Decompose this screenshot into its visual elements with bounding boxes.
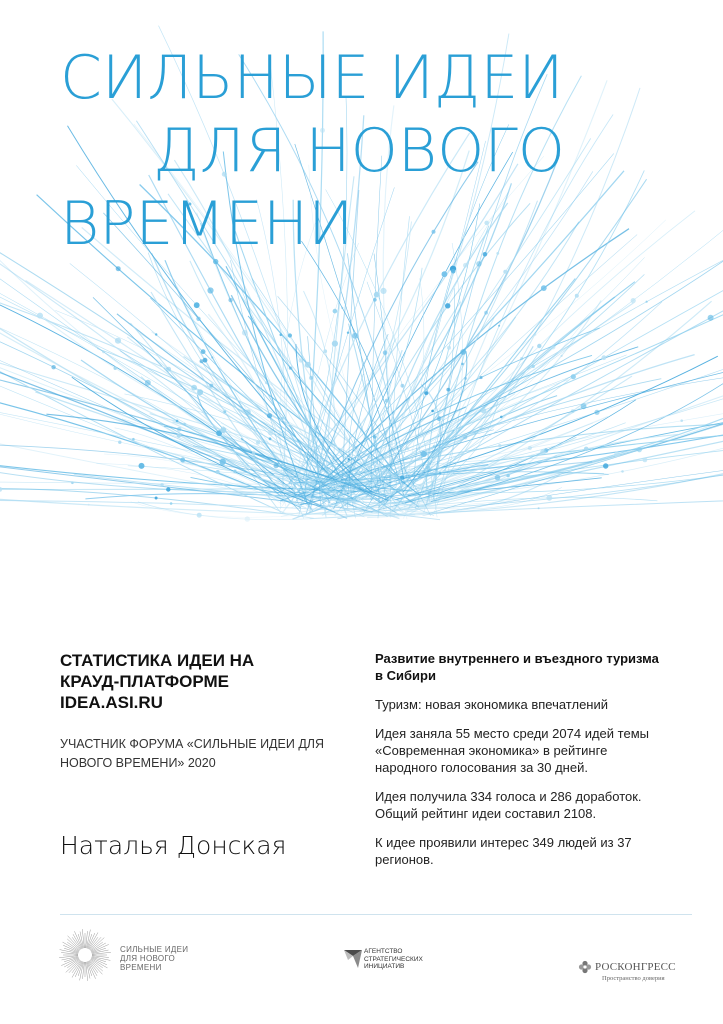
burst-line: [0, 287, 302, 499]
logo-ray: [59, 956, 78, 958]
burst-dot: [257, 295, 259, 297]
idea-topic: Туризм: новая экономика впечатлений: [375, 697, 608, 712]
paragraph-line: «Современная экономика» в рейтинге: [375, 743, 608, 758]
burst-dot: [534, 334, 536, 336]
burst-dot: [160, 483, 163, 486]
burst-dot: [176, 420, 179, 423]
roscongress-tagline: Пространство доверия: [602, 975, 665, 982]
idea-rank-paragraph: [375, 725, 695, 776]
roscongress-logo: [578, 960, 708, 996]
burst-dot: [594, 410, 599, 415]
forum-logo: [58, 928, 258, 978]
asi-logo-line: АГЕНТСТВО: [364, 948, 403, 955]
burst-dot: [447, 346, 451, 350]
burst-dot: [442, 271, 448, 277]
burst-dot: [139, 463, 145, 469]
asi-logo-text: [364, 948, 464, 971]
burst-dot: [503, 270, 507, 274]
burst-dot: [203, 358, 208, 363]
burst-dot: [252, 451, 255, 454]
burst-dot: [437, 416, 442, 421]
burst-dot: [631, 298, 636, 303]
paragraph-line: регионов.: [375, 852, 434, 867]
burst-dot: [145, 380, 151, 386]
burst-dot: [463, 435, 467, 439]
burst-dot: [332, 341, 338, 347]
burst-dot: [540, 449, 546, 455]
roscongress-logo-main: [578, 960, 708, 974]
burst-dot: [341, 307, 343, 309]
stats-heading-line: IDEA.ASI.RU: [60, 693, 163, 712]
hero-title-line: СИЛЬНЫЕ ИДЕИ: [60, 43, 564, 113]
idea-votes-paragraph: [375, 788, 695, 822]
burst-dot: [520, 357, 523, 360]
hero-title-line: ДЛЯ НОВОГО: [153, 116, 565, 186]
burst-dot: [581, 403, 587, 409]
paragraph-line: Идея заняла 55 место среди 2074 идей темы: [375, 726, 649, 741]
burst-dot: [155, 333, 157, 335]
burst-dot: [0, 487, 2, 492]
burst-dot: [637, 447, 642, 452]
burst-dot: [132, 438, 135, 441]
logo-ray: [60, 950, 79, 954]
logo-ray: [92, 952, 111, 954]
stats-heading: [60, 650, 350, 713]
burst-dot: [228, 298, 232, 302]
burst-dot: [267, 413, 272, 418]
burst-dot: [223, 410, 226, 413]
burst-dot: [373, 435, 376, 438]
asi-logo-line: СТРАТЕГИЧЕСКИХ: [364, 955, 423, 963]
burst-dot: [426, 465, 430, 469]
burst-dot: [476, 261, 481, 266]
burst-dot: [602, 355, 607, 360]
asi-logo-line: ИНИЦИАТИВ: [364, 963, 405, 970]
burst-dot: [498, 325, 500, 327]
burst-dot: [242, 330, 248, 336]
burst-dot: [268, 430, 274, 436]
burst-dot: [621, 470, 624, 473]
burst-dot: [401, 384, 405, 388]
burst-dot: [348, 458, 350, 460]
burst-dot: [155, 497, 158, 500]
paragraph-line: К идее проявили интерес 349 людей из 37: [375, 835, 632, 850]
logo-ray: [92, 957, 111, 961]
burst-dot: [37, 313, 43, 319]
idea-title-line: в Сибири: [375, 668, 436, 683]
burst-dot: [500, 416, 503, 419]
paragraph-line: Общий рейтинг идеи составил 2108.: [375, 806, 597, 821]
burst-dot: [280, 333, 283, 336]
burst-dot: [114, 367, 117, 370]
logo-ray: [82, 929, 84, 948]
burst-dot: [166, 487, 170, 491]
burst-dot: [184, 423, 186, 425]
logo-ray: [90, 960, 103, 974]
burst-dot: [201, 349, 206, 354]
logo-ray: [80, 962, 84, 981]
burst-dot: [216, 470, 220, 474]
logo-ray: [86, 962, 88, 981]
burst-dot: [305, 362, 311, 368]
burst-dot: [347, 332, 349, 334]
burst-dot: [289, 367, 292, 370]
paragraph-line: народного голосования за 30 дней.: [375, 760, 588, 775]
burst-dot: [315, 426, 319, 430]
burst-dot: [194, 302, 200, 308]
hero-title: [60, 42, 710, 261]
burst-dot: [460, 349, 466, 355]
burst-dot: [532, 365, 535, 368]
burst-dot: [265, 381, 268, 384]
burst-dot: [646, 301, 648, 303]
burst-dot: [528, 446, 532, 450]
burst-dot: [439, 472, 442, 475]
burst-dot: [177, 433, 181, 437]
burst-dot: [424, 391, 428, 395]
burst-dot: [274, 463, 279, 468]
burst-dot: [461, 363, 464, 366]
roscongress-name: РОСКОНГРЕСС: [595, 961, 676, 973]
burst-dot: [256, 441, 260, 445]
forum-label-line: УЧАСТНИК ФОРУМА «СИЛЬНЫЕ ИДЕИ ДЛЯ: [60, 737, 325, 751]
logo-ray: [68, 936, 81, 950]
asi-logo: [342, 944, 462, 984]
burst-dot: [484, 311, 488, 315]
participant-name: Наталья Донская: [60, 831, 287, 860]
burst-dot: [180, 458, 185, 463]
burst-fade: [0, 500, 723, 540]
burst-dot: [71, 482, 74, 485]
burst-dot: [118, 441, 121, 444]
burst-line: [0, 263, 327, 489]
forum-logo-line: СИЛЬНЫЕ ИДЕИ: [120, 945, 189, 954]
burst-dot: [584, 447, 589, 452]
burst-dot: [220, 459, 226, 465]
paragraph-line: Идея получила 334 голоса и 286 доработок.: [375, 789, 642, 804]
burst-dot: [421, 451, 427, 457]
burst-dot: [474, 432, 476, 434]
burst-dot: [380, 288, 386, 294]
burst-dot: [116, 266, 121, 271]
burst-dot: [166, 367, 171, 372]
forum-logo-line: ДЛЯ НОВОГО: [120, 954, 176, 963]
burst-dot: [506, 474, 509, 477]
burst-dot: [245, 409, 250, 414]
burst-dot: [196, 317, 200, 321]
burst-dot: [406, 447, 409, 450]
burst-dot: [464, 377, 467, 380]
logo-ray: [66, 960, 80, 973]
burst-dot: [51, 365, 55, 369]
burst-dot: [537, 344, 541, 348]
hero-title-line: ВРЕМЕНИ: [60, 189, 354, 259]
burst-dot: [551, 345, 555, 349]
burst-dot: [211, 356, 213, 358]
burst-dot: [561, 355, 563, 357]
burst-dot: [431, 410, 434, 413]
burst-dot: [220, 427, 226, 433]
burst-dot: [481, 408, 486, 413]
burst-dot: [463, 263, 468, 268]
burst-dot: [445, 303, 450, 308]
burst-dot: [333, 309, 338, 314]
idea-title-line: Развитие внутреннего и въездного туризма: [375, 651, 659, 666]
idea-details: [375, 650, 695, 868]
burst-dot: [233, 470, 236, 473]
burst-dot: [177, 427, 182, 432]
burst-dot: [281, 417, 284, 420]
burst-dot: [603, 463, 608, 468]
logo-ray: [90, 938, 104, 951]
asi-arrow-icon: [342, 946, 364, 972]
burst-dot: [102, 351, 105, 354]
burst-dot: [400, 476, 404, 480]
burst-dot: [575, 294, 579, 298]
burst-dot: [571, 374, 576, 379]
stats-heading-line: СТАТИСТИКА ИДЕИ НА: [60, 651, 255, 670]
forum-label-line: НОВОГО ВРЕМЕНИ» 2020: [60, 756, 216, 770]
forum-logo-line: ВРЕМЕНИ: [120, 963, 162, 972]
burst-dot: [207, 287, 213, 293]
forum-logo-burst-icon: [58, 928, 112, 982]
burst-dot: [643, 458, 648, 463]
burst-dot: [324, 349, 328, 353]
forum-participant-label: [60, 735, 360, 773]
burst-dot: [374, 292, 380, 298]
burst-dot: [209, 384, 213, 388]
burst-dot: [385, 399, 389, 403]
burst-dot: [571, 409, 575, 413]
burst-dot: [309, 376, 313, 380]
burst-dot: [352, 333, 358, 339]
stats-heading-line: КРАУД-ПЛАТФОРМЕ: [60, 672, 229, 691]
burst-dot: [299, 358, 303, 362]
burst-dot: [288, 333, 292, 337]
burst-dot: [433, 445, 436, 448]
burst-dot: [269, 437, 272, 440]
burst-dot: [495, 475, 501, 481]
burst-dot: [541, 285, 547, 291]
burst-dot: [680, 419, 683, 422]
footer-divider: [60, 914, 692, 915]
burst-dot: [197, 389, 203, 395]
burst-dot: [498, 444, 501, 447]
burst-dot: [546, 495, 552, 501]
burst-dot: [451, 269, 456, 274]
burst-dot: [479, 376, 482, 379]
burst-dot: [708, 315, 714, 321]
logo-ray: [87, 930, 91, 949]
idea-title: [375, 650, 695, 684]
forum-logo-text: [120, 945, 260, 972]
burst-dot: [454, 428, 457, 431]
burst-dot: [191, 385, 197, 391]
burst-dot: [446, 388, 450, 392]
idea-interest-paragraph: [375, 834, 695, 868]
roscongress-flower-icon: [578, 960, 592, 974]
burst-dot: [373, 298, 377, 302]
burst-dot: [383, 350, 388, 355]
burst-dot: [115, 338, 121, 344]
burst-dot: [614, 451, 620, 457]
